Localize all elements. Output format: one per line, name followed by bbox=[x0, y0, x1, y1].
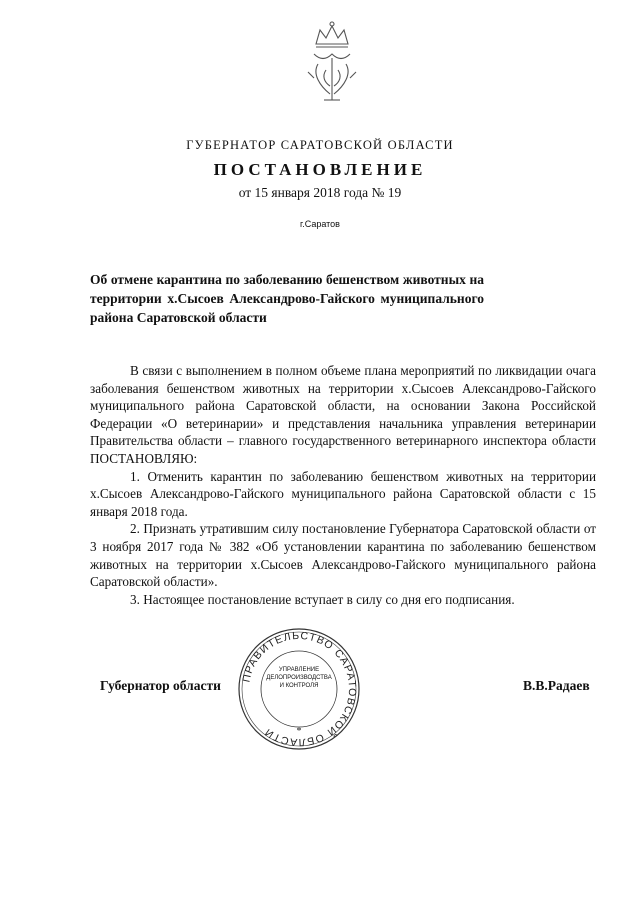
document-city: г.Саратов bbox=[300, 219, 340, 229]
preamble-paragraph: В связи с выполнением в полном объеме плана мероприятий по ликвидации очага заболевания бешенством животных на территории х.Сысоев Александрово-Гайского муниципального района Саратовской области, на основании Закона Российской Федерации «О ветеринарии» и представления начальника управления ветеринарии Правительства области – главного государственного ветеринарного инспектора области ПОСТАНОВЛЯЮ: bbox=[90, 363, 596, 466]
signatory-name: В.В.Радаев bbox=[523, 678, 590, 693]
stamp-line-3: И КОНТРОЛЯ bbox=[279, 683, 319, 689]
signatory-position: Губернатор области bbox=[100, 678, 221, 693]
stamp-ring-text: ПРАВИТЕЛЬСТВО САРАТОВСКОЙ ОБЛАСТИ bbox=[240, 629, 359, 749]
document-body bbox=[90, 362, 596, 608]
stamp-star: * bbox=[296, 726, 302, 737]
document-type: ПОСТАНОВЛЕНИЕ bbox=[213, 160, 427, 179]
document-date-number: от 15 января 2018 года № 19 bbox=[238, 185, 402, 200]
stamp-inner-text bbox=[262, 666, 336, 690]
item-3-paragraph: 3. Настоящее постановление вступает в силу со дня его подписания. bbox=[130, 591, 515, 607]
item-1-paragraph: 1. Отменить карантин по заболеванию бешенством животных на территории х.Сысоев Александрово-Гайского муниципального района Саратовской области с 15 января 2018 года. bbox=[90, 468, 596, 519]
document-title: Об отмене карантина по заболеванию бешенством животных на территории х.Сысоев Александрово-Гайского муниципального района Саратовской области bbox=[90, 272, 484, 325]
stamp-line-2: ДЕЛОПРОИЗВОДСТВА bbox=[266, 675, 332, 681]
issuer-title: ГУБЕРНАТОР САРАТОВСКОЙ ОБЛАСТИ bbox=[186, 138, 454, 152]
stamp-line-1: УПРАВЛЕНИЕ bbox=[278, 667, 320, 673]
crown-emblem-icon bbox=[292, 14, 372, 114]
item-2-paragraph: 2. Признать утратившим силу постановление Губернатора Саратовской области от 3 ноября 2017 года № 382 «Об установлении карантина по заболеванию бешенством животных на территории х.Сысоев Александрово-Гайского муниципального района Саратовской области». bbox=[90, 521, 596, 590]
